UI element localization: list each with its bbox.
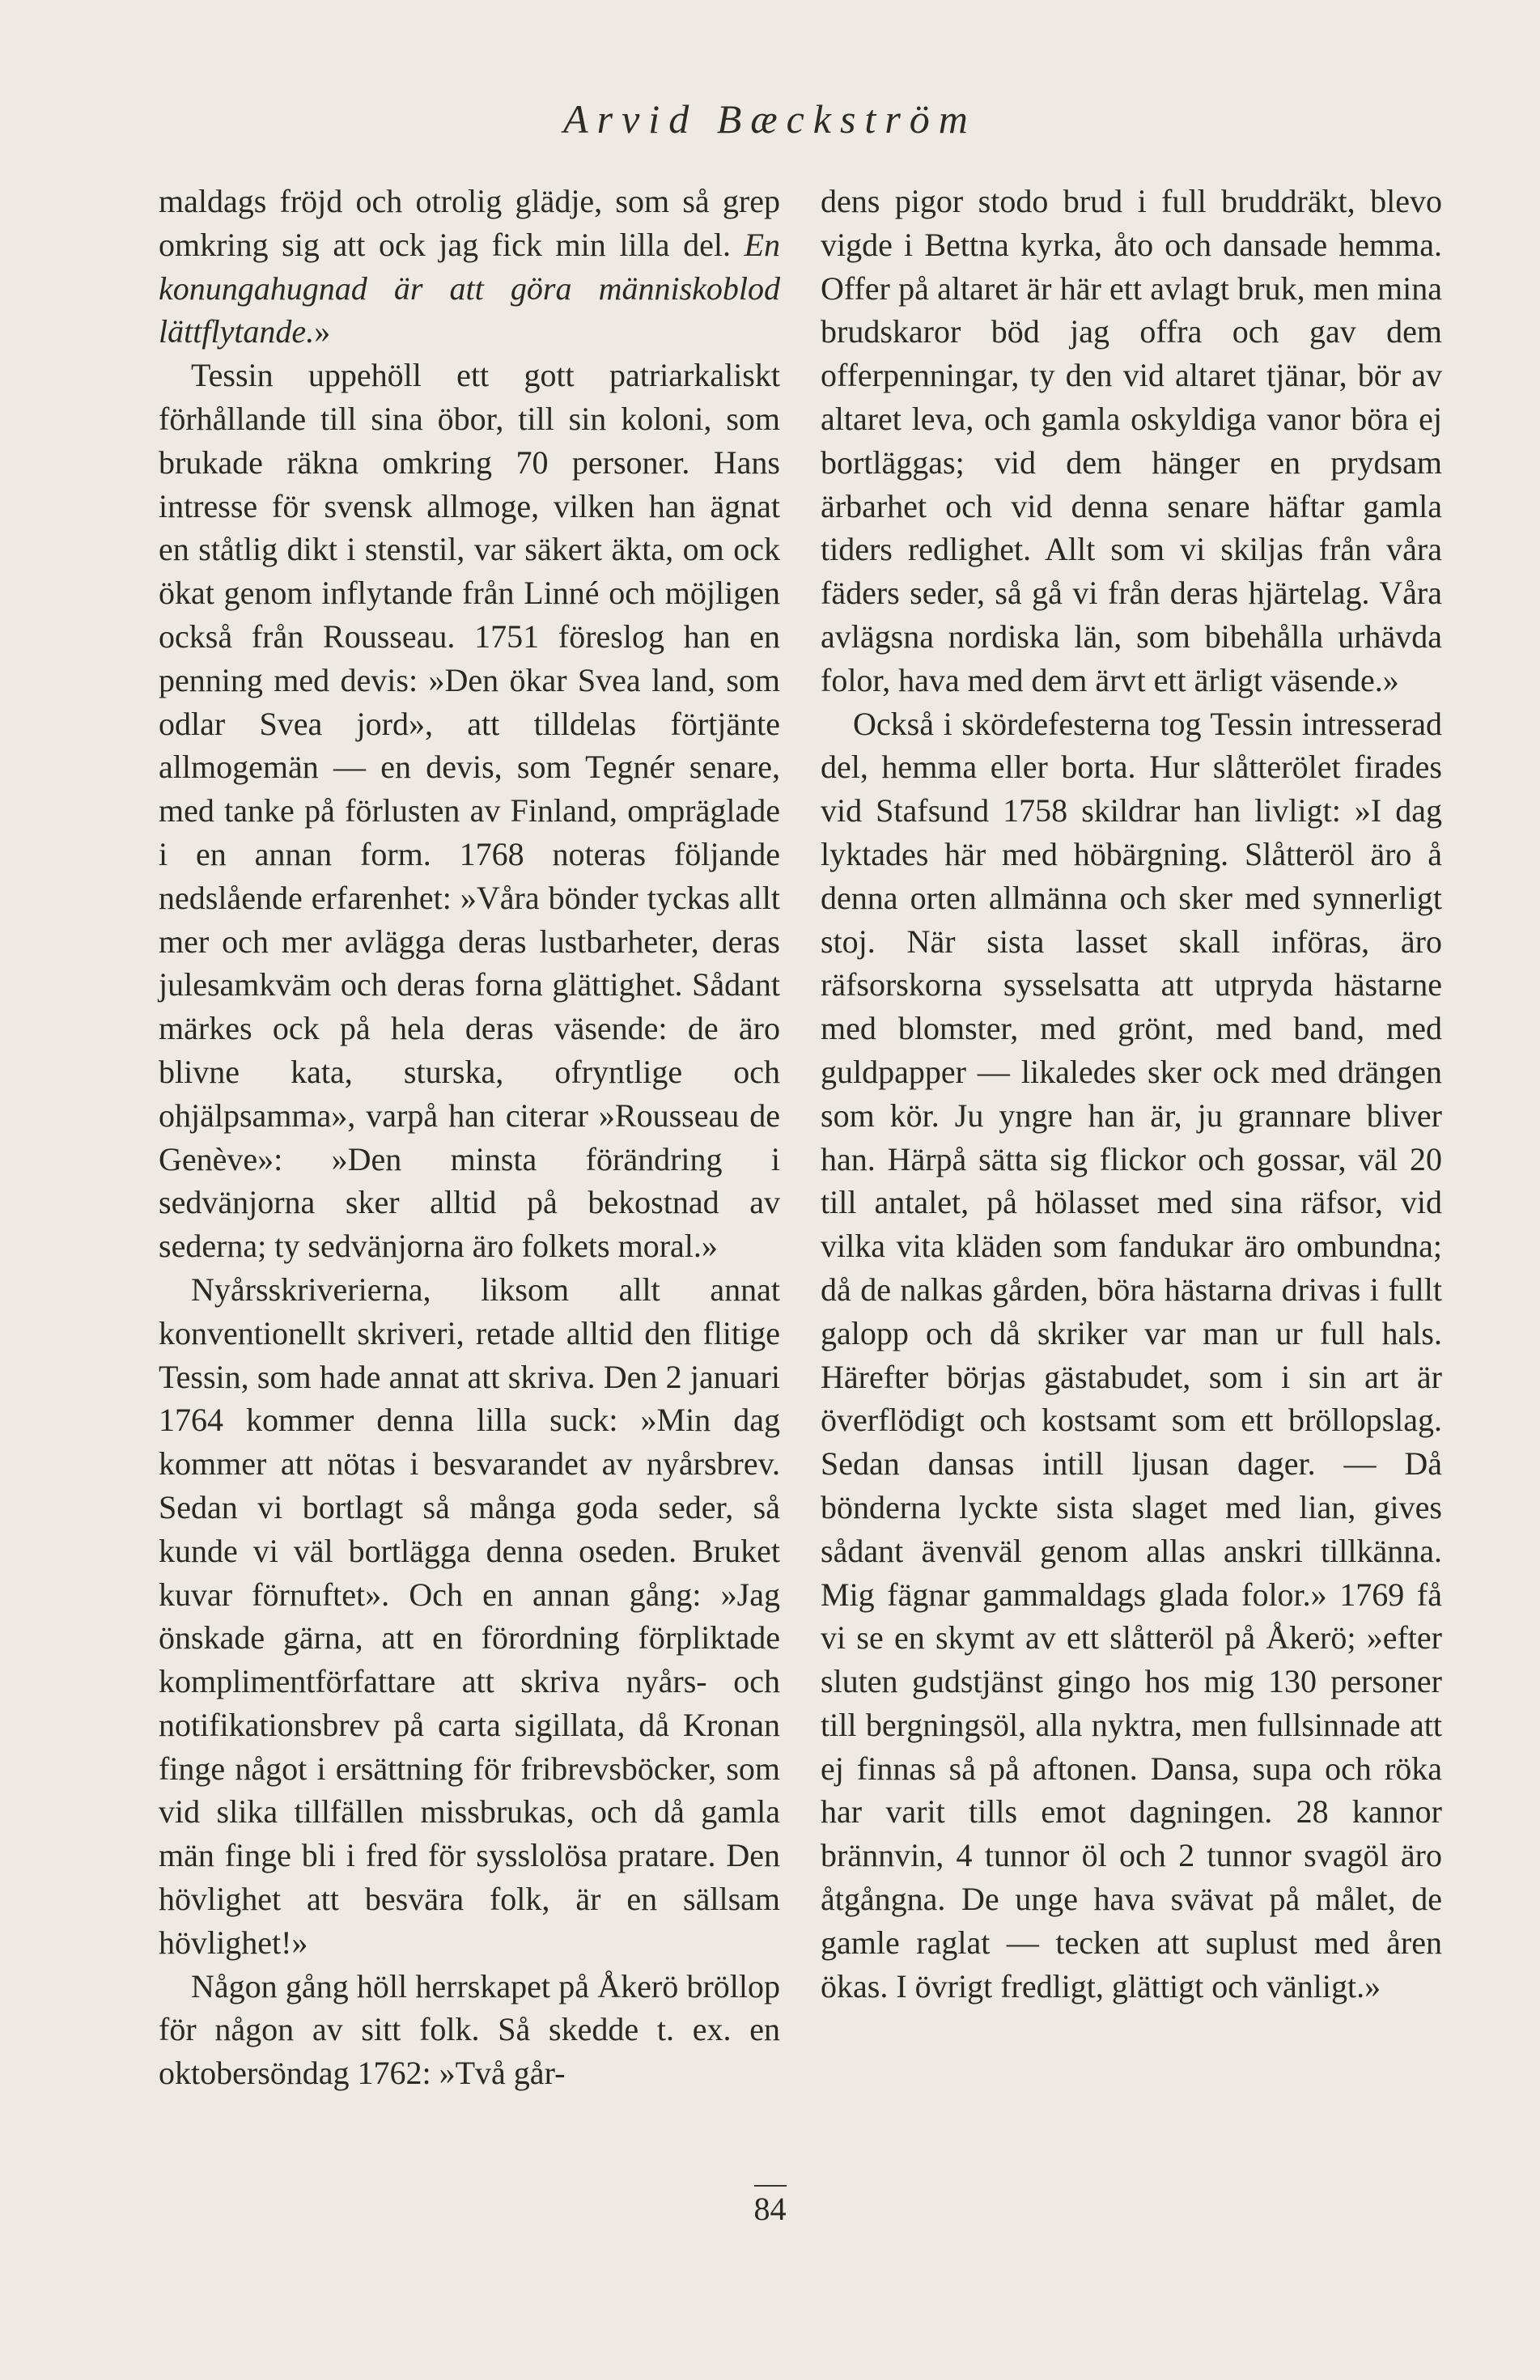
left-paragraph-3: Nyårsskriverierna, liksom allt annat konventionellt skriveri, retade alltid den flitige Tessin, som hade annat att skriva. Den 2 januari 1764 kommer denna lilla suck: »Min dag kommer att nötas i besvarandet av nyårsbrev. Sedan vi bortlagt så många goda seder, så kunde vi väl bortlägga denna oseden. Bruket kuvar förnuftet». Och en annan gång: »Jag önskade gärna, att en förordning förpliktade komplimentförfattare att skriva nyårs- och notifikationsbrev på carta sigillata, då Kronan finge något i ersättning för fribrevsböcker, som vid slika tillfällen missbrukas, och då gamla män finge bli i fred för sysslolösa pratare. Den hövlighet att besvära folk, är en sällsam hövlighet!» [159,1271,780,1961]
page-number-block [0,2185,1540,2228]
left-p1-close-quote: » [314,313,331,350]
left-paragraph-4: Någon gång höll herrskapet på Åkerö bröllop för någon av sitt folk. Så skedde t. ex. en oktobersöndag 1762: »Två går- [159,1967,780,2092]
right-paragraph-1: dens pigor stodo brud i full bruddräkt, blevo vigde i Bettna kyrka, åto och dansade hemma. Offer på altaret är här ett avlagt bruk, men mina brudskaror böd jag offra och gav dem offerpenningar, ty den vid altaret tjänar, bör av altaret leva, och gamla oskyldiga vanor böra ej bortläggas; vid dem hänger en prydsam ärbarhet och vid denna senare häftar gamla tiders redlighet. Allt som vi skiljas från våra fäders seder, så gå vi från deras hjärtelag. Våra avlägsna nordiska län, som bibehålla urhävda folor, hava med dem ärvt ett ärligt väsende.» [821,183,1442,698]
running-head: Arvid Bæckström [563,96,977,142]
page-number: 84 [754,2185,787,2228]
right-paragraph-2: Också i skördefesterna tog Tessin intresserad del, hemma eller borta. Hur slåtterölet firades vid Stafsund 1758 skildrar han livligt: »I dag lyktades här med höbärgning. Slåtteröl äro å denna orten allmänna och sker med synnerligt stoj. När sista lasset skall införas, äro räfsorskorna sysselsatta att utpryda hästarne med blomster, med grönt, med band, med guldpapper — likaledes sker ock med drängen som kör. Ju yngre han är, ju grannare bliver han. Härpå sätta sig flickor och gossar, väl 20 till antalet, på hölasset med sina räfsor, vid vilka vita kläden som fandukar äro ombundna; då de nalkas gården, böra hästarna drivas i fullt galopp och då skriker var man ur full hals. Härefter börjas gästabudet, som i sin art är överflödigt och kostsamt som ett bröllopslag. Sedan dansas intill ljusan dager. — Då bönderna lyckte sista slaget med lian, gives sådant ävenväl genom allas anskri tillkänna. Mig fägnar gammaldags glada folor.» 1769 få vi se en skymt av ett slåtteröl på Åkerö; »efter sluten gudstjänst gingo hos mig 130 personer till bergningsöl, alla nyktra, men fullsinnade att ej finnas så på aftonen. Dansa, supa och röka har varit tills emot dagningen. 28 kannor brännvin, 4 tunnor öl och 2 tunnor svagöl äro åtgångna. De unge hava svävat på målet, de gamle raglat — tecken att suplust med åren ökas. I övrigt fredligt, glättigt och vänligt.» [821,705,1442,2005]
left-paragraph-1 [159,180,780,354]
left-p1-text: maldags fröjd och otrolig glädje, som så grep omkring sig att ock jag fick min lilla del. [159,183,780,263]
left-p1-italic-quote: En konungahugnad är att göra människoblod lättflytande. [159,226,780,350]
left-paragraph-2: Tessin uppehöll ett gott patriarkaliskt förhållande till sina öbor, till sin koloni, som brukade räkna omkring 70 personer. Hans intresse för svensk allmoge, vilken han ägnat en ståtlig dikt i stenstil, var säkert äkta, om ock ökat genom inflytande från Linné och möjligen också från Rousseau. 1751 föreslog han en penning med devis: »Den ökar Svea land, som odlar Svea jord», att tilldelas förtjänte allmogemän — en devis, som Tegnér senare, med tanke på förlusten av Finland, ompräglade i en annan form. 1768 noteras följande nedslående erfarenhet: »Våra bönder tyckas allt mer och mer avlägga deras lustbarheter, deras julesamkväm och deras forna glättighet. Sådant märkes ock på hela deras väsende: de äro blivne kata, sturska, ofryntlige och ohjälpsamma», varpå han citerar »Rousseau de Genève»: »Den minsta förändring i sedvänjorna sker alltid på bekostnad av sederna; ty sedvänjorna äro folkets moral.» [159,357,780,1265]
right-column [821,180,1442,2008]
left-column [159,180,780,2095]
